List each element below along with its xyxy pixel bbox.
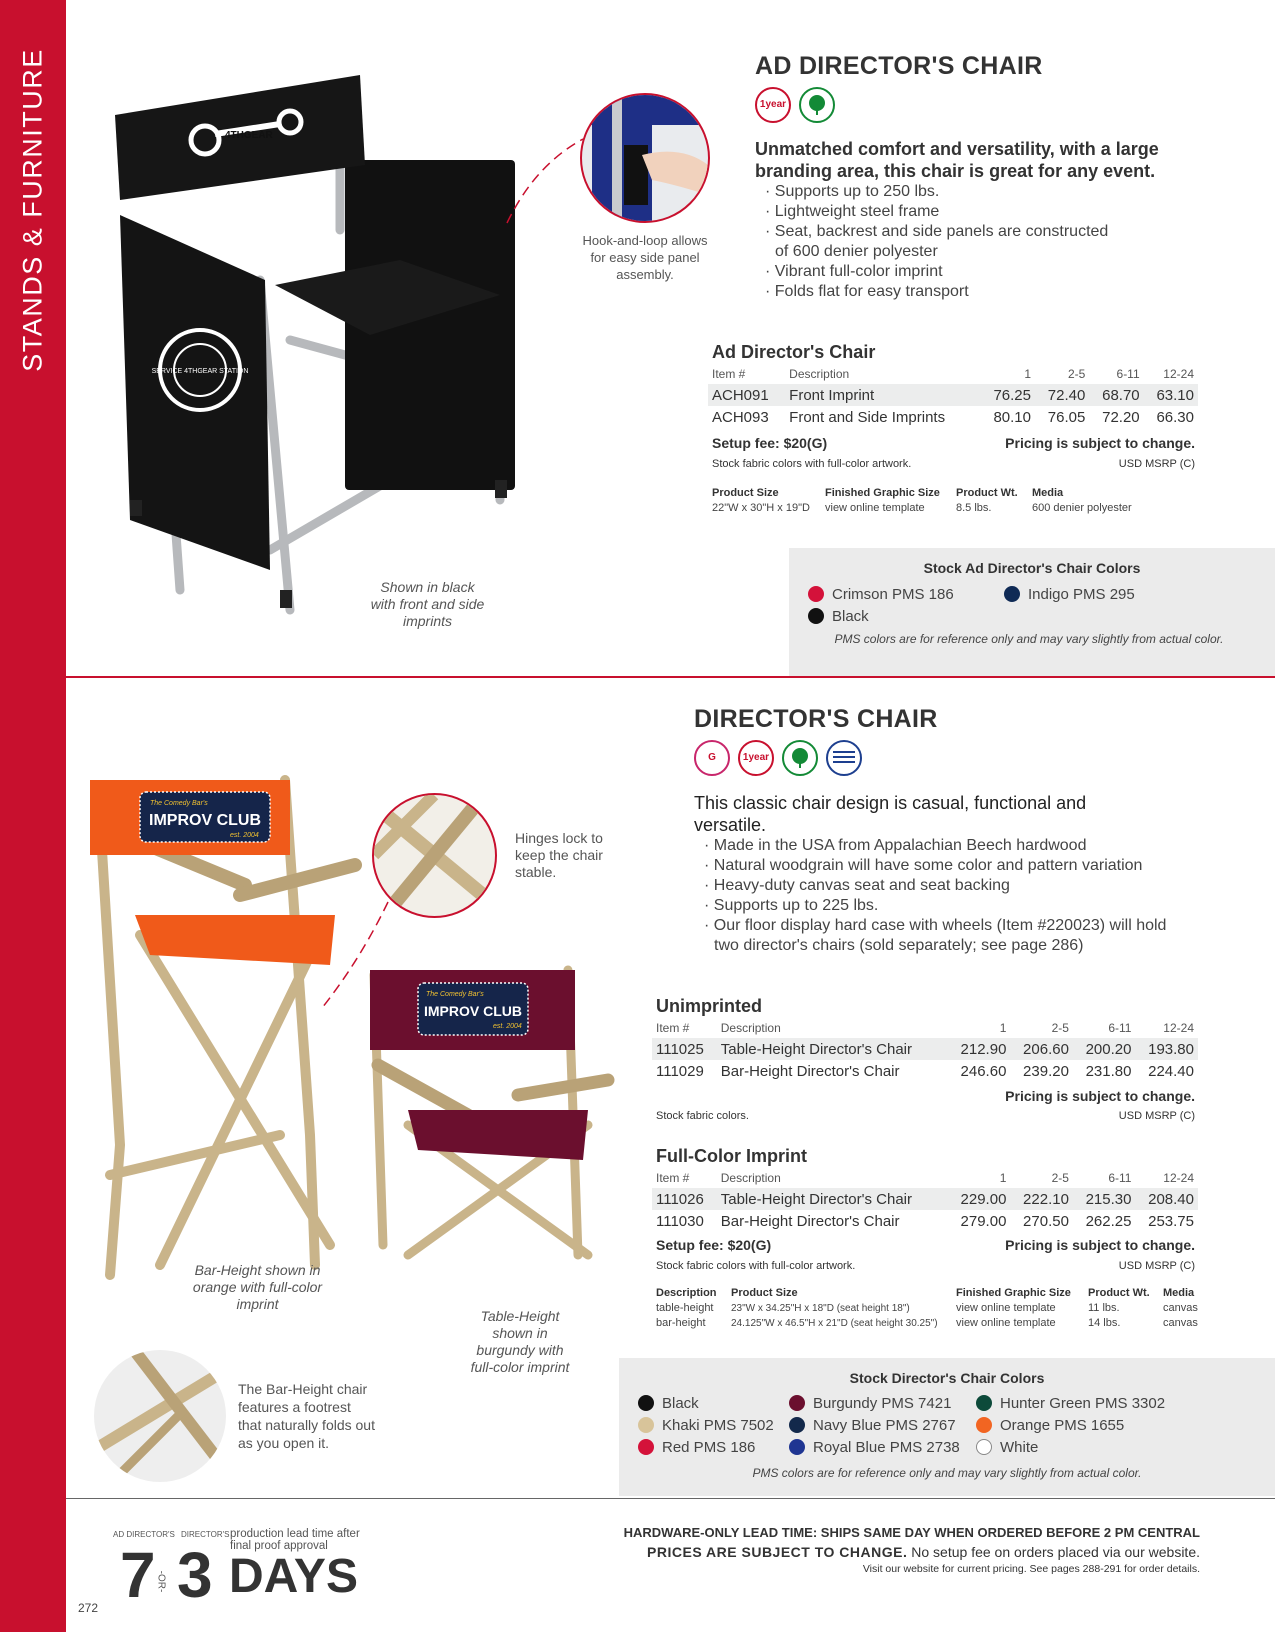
table-cell: 80.10 — [993, 408, 1031, 426]
table-cell: 66.30 — [1156, 408, 1194, 426]
full-color-pricing-note: Pricing is subject to change. — [1005, 1237, 1195, 1253]
dir-spec-description — [656, 1286, 717, 1331]
dir-spec-weight-header: Product Wt. — [1088, 1287, 1150, 1299]
color-indigo — [1004, 586, 1135, 603]
ad-spec-graphic — [825, 486, 940, 516]
dir-spec-graphic-header: Finished Graphic Size — [956, 1287, 1071, 1299]
full-color-stock-note: Stock fabric colors with full-color artwork. — [656, 1260, 856, 1272]
section-label-text: STANDS & FURNITURE — [17, 48, 48, 372]
directors-chair-badges — [694, 740, 862, 776]
footrest-callout: The Bar-Height chair features a footrest that naturally folds out as you open it. — [238, 1381, 375, 1451]
footrest-detail-graphic — [94, 1350, 226, 1482]
bar-chair-sign-text: IMPROV CLUB — [149, 812, 261, 829]
color-label: Black — [662, 1395, 699, 1412]
tree-icon — [782, 740, 818, 776]
dir-spec-media-row1: canvas — [1163, 1302, 1198, 1314]
full-color-title: Full-Color Imprint — [656, 1146, 807, 1166]
table-cell: 246.60 — [960, 1062, 1007, 1080]
table-cell: 111025 — [652, 1038, 717, 1060]
swatch-crimson — [808, 586, 824, 602]
dir-spec-size-header: Product Size — [731, 1287, 798, 1299]
color-indigo-label: Indigo PMS 295 — [1028, 586, 1135, 603]
feature-item: · Supports up to 225 lbs. — [704, 896, 1184, 916]
color-swatch — [976, 1395, 992, 1411]
color-swatch — [638, 1439, 654, 1455]
tree-icon-graphic — [806, 94, 828, 116]
prices-bold: PRICES ARE SUBJECT TO CHANGE. — [647, 1544, 908, 1560]
table-cell: ACH091 — [708, 384, 785, 406]
column-header: Description — [720, 1021, 781, 1035]
color-swatch — [976, 1417, 992, 1433]
callout-connector — [505, 135, 585, 225]
table-cell: 279.00 — [960, 1212, 1007, 1230]
table-cell: 229.00 — [948, 1188, 1011, 1210]
feature-item: · Heavy-duty canvas seat and seat backing — [704, 876, 1184, 896]
bar-height-caption: Bar-Height shown in orange with full-color imprint — [192, 1262, 323, 1312]
table-row — [708, 406, 1198, 428]
ad-chair-features — [765, 182, 1125, 302]
ad-colors-box — [789, 548, 1275, 676]
bar-height-chair-photo — [80, 765, 370, 1285]
dir-colors-note: PMS colors are for reference only and may vary slightly from actual color. — [752, 1466, 1142, 1480]
hinge-detail-graphic — [374, 795, 495, 916]
ad-spec-weight — [956, 486, 1018, 516]
column-header: 12-24 — [1163, 1021, 1194, 1035]
side-panel-logo-text: SERVICE 4THGEAR STATION — [151, 368, 249, 375]
ad-spec-media — [1032, 486, 1132, 516]
graphics-guarantee-icon: G — [694, 740, 730, 776]
ad-stock-note: Stock fabric colors with full-color artwork. — [712, 458, 912, 470]
color-option — [789, 1417, 956, 1434]
table-chair-sign-text: IMPROV CLUB — [424, 1003, 522, 1019]
swatch-black — [808, 608, 824, 624]
dir-colors-title: Stock Director's Chair Colors — [849, 1370, 1045, 1386]
color-option — [789, 1439, 960, 1456]
table-cell: 215.30 — [1073, 1188, 1136, 1210]
color-option — [976, 1439, 1038, 1456]
color-option — [789, 1395, 951, 1412]
feature-item: · Supports up to 250 lbs. — [765, 182, 1125, 202]
table-cell: 270.50 — [1023, 1212, 1069, 1230]
table-cell: 253.75 — [1148, 1212, 1194, 1230]
table-cell: 72.40 — [1035, 384, 1089, 406]
ad-spec-weight-header: Product Wt. — [956, 487, 1018, 499]
feature-item: · Folds flat for easy transport — [765, 282, 1125, 302]
directors-chair-features — [704, 836, 1184, 956]
sidebar — [0, 0, 66, 1632]
column-header: 2-5 — [1051, 1021, 1069, 1035]
color-label: Hunter Green PMS 3302 — [1000, 1395, 1166, 1412]
unimprinted-stock-note: Stock fabric colors. — [656, 1110, 749, 1122]
feature-item: · Natural woodgrain will have some color and pattern variation — [704, 856, 1184, 876]
section-divider — [66, 676, 1275, 678]
table-height-caption: Table-Height shown in burgundy with full-color imprint — [470, 1308, 570, 1375]
ad-spec-graphic-header: Finished Graphic Size — [825, 487, 940, 499]
color-crimson — [808, 586, 954, 603]
1-year-product-icon: 1year — [738, 740, 774, 776]
hook-loop-detail-graphic — [582, 95, 708, 221]
page-number: 272 — [78, 1601, 99, 1615]
dir-spec-weight — [1088, 1286, 1150, 1331]
ad-spec-graphic-value: view online template — [825, 502, 925, 514]
table-height-chair-photo — [368, 965, 618, 1265]
column-header: 1 — [999, 1171, 1007, 1185]
feature-item: · Seat, backrest and side panels are constructed of 600 denier polyester — [765, 222, 1125, 262]
dir-colors-box — [619, 1358, 1275, 1496]
ad-chair-photo — [110, 70, 550, 640]
hinge-callout: Hinges lock to keep the chair stable. — [515, 830, 603, 880]
column-header: 1 — [999, 1021, 1007, 1035]
section-label — [0, 0, 66, 420]
ad-colors-note: PMS colors are for reference only and may vary slightly from actual color. — [834, 632, 1224, 646]
full-color-setup-fee: Setup fee: $20(G) — [656, 1237, 772, 1253]
column-header: 2-5 — [1051, 1171, 1069, 1185]
hook-loop-callout: Hook-and-loop allows for easy side panel assembly. — [582, 233, 708, 282]
ad-chair-lead: Unmatched comfort and versatility, with a large branding area, this chair is great for any event. — [755, 139, 1159, 181]
lead-or: -OR- — [155, 1570, 167, 1593]
page-title: AD DIRECTOR'S CHAIR — [755, 52, 1043, 80]
table-cell: 212.90 — [948, 1038, 1011, 1060]
color-label: Red PMS 186 — [662, 1439, 756, 1456]
color-swatch — [638, 1417, 654, 1433]
feature-item: · Made in the USA from Appalachian Beech hardwood — [704, 836, 1184, 856]
column-header: Description — [720, 1171, 781, 1185]
color-option — [638, 1395, 699, 1412]
column-header: 2-5 — [1067, 367, 1086, 381]
table-row — [652, 1038, 1198, 1060]
directors-chair-title: DIRECTOR'S CHAIR — [694, 705, 938, 733]
lead-days-dir: 3 — [177, 1539, 213, 1611]
ad-spec-size — [712, 486, 810, 516]
dir-spec-description-row2: bar-height — [656, 1317, 706, 1329]
color-swatch — [789, 1395, 805, 1411]
ad-currency-note: USD MSRP (C) — [1118, 458, 1195, 470]
feature-item: · Lightweight steel frame — [765, 202, 1125, 222]
column-header: 12-24 — [1163, 367, 1194, 381]
lead-days-word: DAYS — [229, 1550, 358, 1603]
bar-chair-sign-est: est. 2004 — [230, 832, 259, 839]
ad-colors-title: Stock Ad Director's Chair Colors — [923, 560, 1141, 576]
color-option — [638, 1439, 755, 1456]
bar-chair-sign-tag: The Comedy Bar's — [150, 800, 208, 807]
column-header: 6-11 — [1108, 1021, 1132, 1035]
table-cell: 262.25 — [1085, 1212, 1132, 1230]
tree-icon — [799, 87, 835, 123]
website-line: Visit our website for current pricing. See pages 288-291 for order details. — [862, 1563, 1200, 1575]
table-chair-sign-est: est. 2004 — [493, 1023, 522, 1030]
lead-time-text: production lead time after final proof approval — [230, 1528, 360, 1552]
table-cell: 224.40 — [1148, 1062, 1194, 1080]
ad-spec-size-header: Product Size — [712, 487, 779, 499]
table-cell: 222.10 — [1010, 1188, 1073, 1210]
dir-spec-media-row2: canvas — [1163, 1317, 1198, 1329]
feature-item: · Vibrant full-color imprint — [765, 262, 1125, 282]
column-header: 6-11 — [1116, 367, 1140, 381]
column-header: Description — [789, 367, 850, 381]
table-cell: 231.80 — [1085, 1062, 1132, 1080]
dir-spec-description-header: Description — [656, 1287, 717, 1299]
table-cell: 63.10 — [1144, 384, 1198, 406]
ad-chair-table-title: Ad Director's Chair — [712, 342, 876, 362]
color-option — [638, 1417, 774, 1434]
column-header: Item # — [656, 1171, 690, 1185]
footrest-detail-photo — [94, 1350, 226, 1482]
table-cell: 111026 — [652, 1188, 717, 1210]
color-swatch — [976, 1439, 992, 1455]
dir-spec-size-row1: 23"W x 34.25"H x 18"D (seat height 18") — [731, 1303, 910, 1314]
table-cell: 208.40 — [1135, 1188, 1198, 1210]
hook-loop-detail-photo — [580, 93, 710, 223]
table-cell: 76.05 — [1047, 408, 1086, 426]
column-header: Item # — [712, 367, 746, 381]
feature-item: · Our floor display hard case with wheels (Item #220023) will hold two director's chairs (sold separately; see page 286) — [704, 916, 1184, 956]
tree-icon-graphic — [789, 747, 811, 769]
table-cell: 206.60 — [1010, 1038, 1073, 1060]
lead-label-ad: AD DIRECTOR'S — [113, 1530, 175, 1539]
unimprinted-title: Unimprinted — [656, 996, 762, 1016]
color-label: Khaki PMS 7502 — [662, 1417, 774, 1434]
directors-chair-lead: This classic chair design is casual, functional and versatile. — [694, 793, 1087, 835]
color-swatch — [789, 1439, 805, 1455]
dir-spec-media — [1163, 1286, 1198, 1331]
hardware-lead-time: HARDWARE-ONLY LEAD TIME: SHIPS SAME DAY WHEN ORDERED BEFORE 2 PM CENTRAL — [623, 1525, 1200, 1540]
table-cell: 193.80 — [1135, 1038, 1198, 1060]
full-color-currency: USD MSRP (C) — [1118, 1260, 1195, 1272]
column-header: Item # — [656, 1021, 690, 1035]
lead-days-ad: 7 — [120, 1539, 156, 1611]
dir-spec-description-row1: table-height — [656, 1302, 714, 1314]
footer-divider — [66, 1498, 1275, 1499]
dir-spec-size-row2: 24.125"W x 46.5"H x 21"D (seat height 30.25") — [731, 1318, 938, 1329]
table-row — [652, 1060, 1198, 1082]
color-swatch — [638, 1395, 654, 1411]
hinge-detail-photo — [372, 793, 497, 918]
ad-spec-media-value: 600 denier polyester — [1032, 502, 1132, 514]
backrest-logo-text: 4THGEAR — [225, 130, 273, 141]
color-label: White — [1000, 1439, 1039, 1456]
dir-spec-graphic-row1: view online template — [956, 1302, 1056, 1314]
ad-setup-fee: Setup fee: $20(G) — [712, 435, 828, 451]
table-header-row — [652, 1168, 1198, 1188]
1-year-product-icon: 1year — [755, 87, 791, 123]
color-option — [976, 1417, 1124, 1434]
ad-spec-size-value: 22"W x 30"H x 19"D — [712, 502, 810, 514]
prices-line — [647, 1544, 1200, 1560]
table-row — [652, 1210, 1198, 1232]
usa-flag-icon — [826, 740, 862, 776]
unimprinted-pricing-note: Pricing is subject to change. — [1005, 1088, 1195, 1104]
table-cell: Front Imprint — [785, 384, 981, 406]
table-header-row — [652, 1018, 1198, 1038]
ad-spec-media-header: Media — [1032, 487, 1064, 499]
swatch-indigo — [1004, 586, 1020, 602]
column-header: 1 — [1024, 367, 1031, 381]
dir-spec-graphic — [956, 1286, 1071, 1331]
unimprinted-currency: USD MSRP (C) — [1118, 1110, 1195, 1122]
column-header: 12-24 — [1163, 1171, 1194, 1185]
table-cell: Bar-Height Director's Chair — [720, 1062, 900, 1080]
ad-chair-price-table — [708, 364, 1198, 428]
color-label: Royal Blue PMS 2738 — [813, 1439, 960, 1456]
dir-spec-media-header: Media — [1163, 1287, 1195, 1299]
ad-spec-weight-value: 8.5 lbs. — [956, 502, 992, 514]
table-row — [652, 1188, 1198, 1210]
color-label: Orange PMS 1655 — [1000, 1417, 1125, 1434]
table-cell: 239.20 — [1023, 1062, 1069, 1080]
table-cell: 111029 — [656, 1062, 704, 1080]
dir-spec-size — [731, 1286, 938, 1331]
dir-spec-weight-row1: 11 lbs. — [1088, 1302, 1120, 1314]
table-cell: ACH093 — [712, 408, 769, 426]
table-cell: 68.70 — [1089, 384, 1143, 406]
ad-pricing-note: Pricing is subject to change. — [1005, 435, 1195, 451]
dir-spec-graphic-row2: view online template — [956, 1317, 1056, 1329]
color-crimson-label: Crimson PMS 186 — [832, 586, 954, 603]
lead-label-dir: DIRECTOR'S — [181, 1530, 230, 1539]
unimprinted-price-table — [652, 1018, 1198, 1082]
color-black — [808, 608, 869, 625]
ad-chair-photo-caption: Shown in black with front and side imprints — [370, 579, 485, 629]
color-swatch — [789, 1417, 805, 1433]
table-cell: 111030 — [656, 1212, 704, 1230]
ad-chair-badges — [755, 87, 835, 123]
prices-rest: No setup fee on orders placed via our website. — [911, 1544, 1200, 1560]
table-cell: 200.20 — [1073, 1038, 1136, 1060]
table-cell: 76.25 — [981, 384, 1035, 406]
color-option — [976, 1395, 1165, 1412]
table-cell: Bar-Height Director's Chair — [720, 1212, 900, 1230]
table-cell: 72.20 — [1102, 408, 1140, 426]
table-cell: Front and Side Imprints — [789, 408, 946, 426]
table-row — [708, 384, 1198, 406]
usa-flag-icon-graphic — [833, 749, 855, 767]
column-header: 6-11 — [1108, 1171, 1132, 1185]
color-label: Burgundy PMS 7421 — [813, 1395, 952, 1412]
table-chair-sign-tag: The Comedy Bar's — [426, 991, 484, 998]
color-black-label: Black — [832, 608, 869, 625]
full-color-price-table — [652, 1168, 1198, 1232]
table-cell: Table-Height Director's Chair — [717, 1038, 948, 1060]
color-label: Navy Blue PMS 2767 — [813, 1417, 956, 1434]
dir-spec-weight-row2: 14 lbs. — [1088, 1317, 1121, 1329]
table-cell: Table-Height Director's Chair — [717, 1188, 948, 1210]
table-header-row — [708, 364, 1198, 384]
